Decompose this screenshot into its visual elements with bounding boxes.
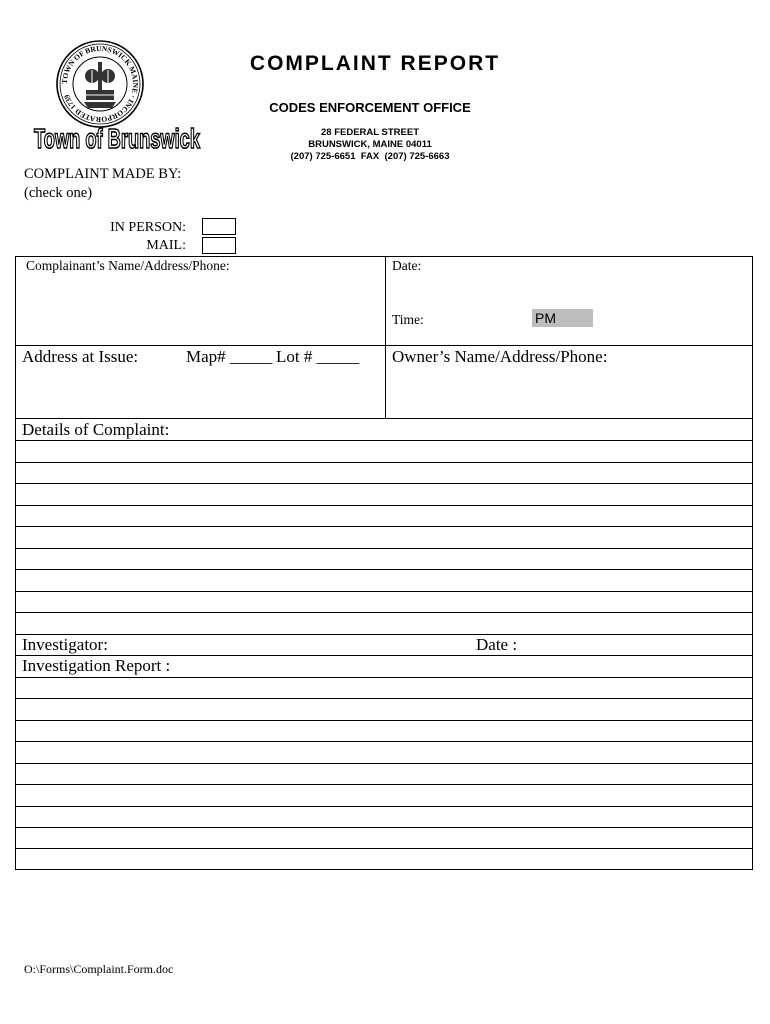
details-line[interactable] [15,483,753,484]
address-at-issue-label: Address at Issue: [22,347,139,366]
report-line[interactable] [15,741,753,742]
office-name: CODES ENFORCEMENT OFFICE [269,100,471,115]
details-line[interactable] [15,634,753,635]
phone-fax-line: (207) 725-6651 FAX (207) 725-6663 [290,151,450,162]
complainant-name-label: Complainant’s Name/Address/Phone: [26,258,230,273]
file-path-footer: O:\Forms\Complaint.Form.doc [24,962,174,976]
lined-section [15,418,753,870]
address-at-issue-field[interactable] [16,370,384,418]
check-one-hint: (check one) [24,185,93,201]
details-line[interactable] [15,462,753,463]
section-row-divider [15,345,753,346]
in-person-label: IN PERSON: [110,220,186,235]
mail-checkbox[interactable] [202,237,236,254]
report-line[interactable] [15,848,753,849]
details-line[interactable] [15,440,753,441]
date-label: Date: [392,258,422,273]
address-line-2: BRUNSWICK, MAINE 04011 [308,139,432,150]
town-name: Town of Brunswick [34,123,201,154]
details-line[interactable] [15,612,753,613]
owner-name-label: Owner’s Name/Address/Phone: [392,347,608,366]
report-line[interactable] [15,763,753,764]
complainant-name-field[interactable] [16,276,384,344]
report-line[interactable] [15,784,753,785]
investigation-report-label: Investigation Report : [22,656,171,675]
details-line[interactable] [15,569,753,570]
date-field[interactable] [430,258,750,278]
complaint-made-by-label: COMPLAINT MADE BY: [24,166,182,182]
address-line-1: 28 FEDERAL STREET [320,127,419,138]
details-line[interactable] [15,526,753,527]
map-number-label: Map# _____ [186,347,273,366]
seal-text: TOWN OF BRUNSWICK MAINE · INCORPORATED 1739 [59,43,141,125]
report-line[interactable] [15,677,753,678]
report-line[interactable] [15,827,753,828]
report-line[interactable] [15,720,753,721]
lot-number-label: Lot # _____ [276,347,360,366]
report-line[interactable] [15,698,753,699]
investigator-label: Investigator: [22,635,108,654]
time-field[interactable] [430,309,526,329]
owner-name-field[interactable] [386,370,752,418]
details-of-complaint-label: Details of Complaint: [22,420,170,439]
town-seal-icon [56,40,144,128]
investigation-date-label: Date : [476,635,518,654]
details-line[interactable] [15,591,753,592]
in-person-checkbox[interactable] [202,218,236,235]
details-line[interactable] [15,548,753,549]
report-line[interactable] [15,806,753,807]
town-of-brunswick-logo [32,117,202,157]
complaint-made-by [24,165,181,203]
details-line[interactable] [15,505,753,506]
page-title: COMPLAINT REPORT [249,52,501,75]
time-period-field[interactable]: PM [532,309,593,327]
mail-label: MAIL: [146,238,186,253]
time-label: Time: [392,312,424,327]
